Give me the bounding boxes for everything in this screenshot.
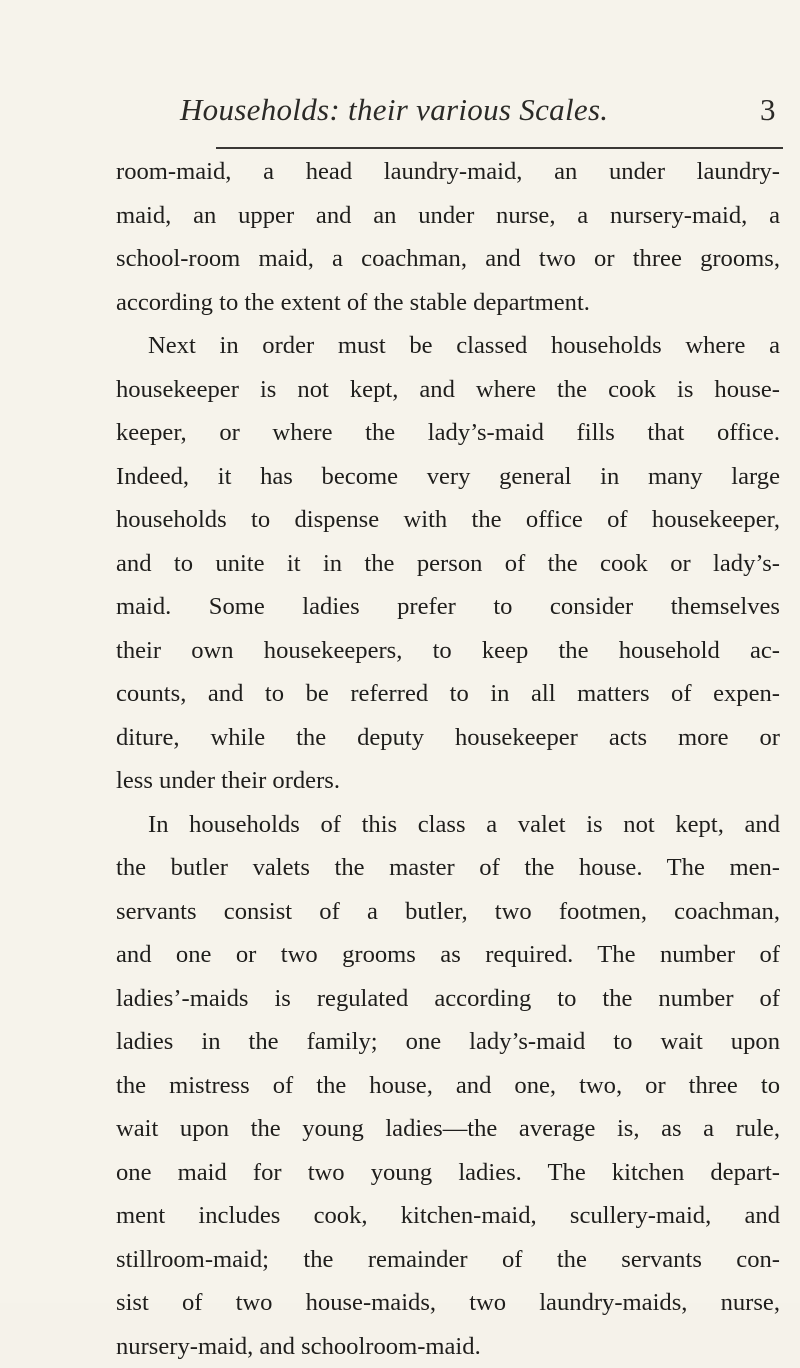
running-head: [180, 92, 780, 138]
text-line: their own housekeepers, to keep the household ac-: [116, 629, 780, 673]
page-number: 3: [760, 92, 776, 128]
text-line: nursery-maid, and schoolroom-maid.: [116, 1325, 780, 1368]
text-line: servants consist of a butler, two footmen, coachman,: [116, 890, 780, 934]
text-line: Indeed, it has become very general in many large: [116, 455, 780, 499]
text-line: ladies in the family; one lady’s-maid to wait upon: [116, 1020, 780, 1064]
text-line: counts, and to be referred to in all matters of expen-: [116, 672, 780, 716]
text-line: maid. Some ladies prefer to consider themselves: [116, 585, 780, 629]
text-line: and to unite it in the person of the cook or lady’s-: [116, 542, 780, 586]
text-line: less under their orders.: [116, 759, 780, 803]
text-line: the butler valets the master of the house. The men-: [116, 846, 780, 890]
text-line: keeper, or where the lady’s-maid fills that office.: [116, 411, 780, 455]
text-line: stillroom-maid; the remainder of the servants con-: [116, 1238, 780, 1282]
text-line: ladies’-maids is regulated according to the number of: [116, 977, 780, 1021]
text-line: diture, while the deputy housekeeper acts more or: [116, 716, 780, 760]
body-text: [116, 150, 780, 1368]
text-line: one maid for two young ladies. The kitchen depart-: [116, 1151, 780, 1195]
paragraph-start-line: Next in order must be classed households where a: [116, 324, 780, 368]
text-line: school-room maid, a coachman, and two or three grooms,: [116, 237, 780, 281]
text-line: maid, an upper and an under nurse, a nursery-maid, a: [116, 194, 780, 238]
text-line: households to dispense with the office of housekeeper,: [116, 498, 780, 542]
text-line: according to the extent of the stable department.: [116, 281, 780, 325]
text-line: sist of two house-maids, two laundry-maids, nurse,: [116, 1281, 780, 1325]
paragraph-start-line: In households of this class a valet is not kept, and: [116, 803, 780, 847]
text-line: the mistress of the house, and one, two, or three to: [116, 1064, 780, 1108]
text-line: and one or two grooms as required. The number of: [116, 933, 780, 977]
text-line: ment includes cook, kitchen-maid, scullery-maid, and: [116, 1194, 780, 1238]
running-head-title: Households: their various Scales.: [180, 92, 608, 128]
text-line: room-maid, a head laundry-maid, an under laundry-: [116, 150, 780, 194]
text-line: housekeeper is not kept, and where the cook is house-: [116, 368, 780, 412]
text-line: wait upon the young ladies—the average is, as a rule,: [116, 1107, 780, 1151]
header-rule: [216, 147, 783, 149]
